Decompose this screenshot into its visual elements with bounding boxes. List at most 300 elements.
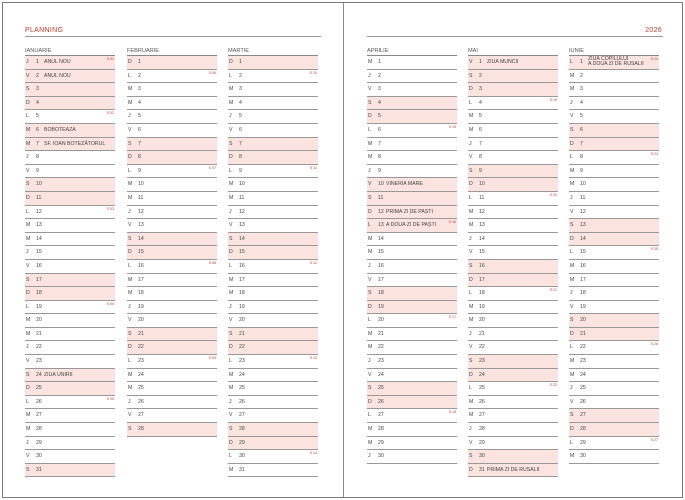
day-row[interactable]	[25, 341, 115, 355]
weekday-letter: D	[368, 303, 372, 310]
day-row[interactable]	[468, 423, 558, 437]
day-row[interactable]	[25, 396, 115, 410]
day-row[interactable]	[127, 274, 217, 288]
day-row[interactable]	[127, 382, 217, 396]
day-row[interactable]	[569, 450, 659, 464]
day-number: 10	[378, 181, 384, 188]
day-number: 16	[580, 262, 586, 269]
day-row[interactable]	[367, 382, 457, 396]
week-number: S 23	[650, 57, 658, 61]
day-row[interactable]	[468, 369, 558, 383]
day-row[interactable]	[569, 151, 659, 165]
day-row[interactable]	[367, 138, 457, 152]
day-row[interactable]	[228, 97, 318, 111]
day-number: 24	[138, 371, 144, 378]
day-number: 19	[138, 303, 144, 310]
day-row[interactable]	[228, 165, 318, 179]
day-row[interactable]	[228, 369, 318, 383]
day-number: 6	[36, 126, 39, 133]
weekday-letter: S	[26, 371, 30, 378]
day-row[interactable]	[25, 369, 115, 383]
week-number: S 03	[106, 206, 114, 211]
day-number: 20	[378, 317, 384, 324]
day-row[interactable]	[367, 192, 457, 206]
day-row[interactable]	[228, 437, 318, 451]
day-row[interactable]	[25, 287, 115, 301]
day-row[interactable]	[569, 138, 659, 152]
day-row[interactable]	[569, 97, 659, 111]
weekday-letter: M	[128, 276, 133, 283]
weekday-letter: V	[26, 72, 30, 79]
day-row[interactable]	[367, 206, 457, 220]
weekday-letter: V	[469, 344, 473, 351]
day-number: 2	[239, 72, 242, 79]
weekday-letter: J	[469, 140, 472, 147]
day-row[interactable]	[228, 423, 318, 437]
day-row[interactable]	[569, 355, 659, 369]
day-row[interactable]	[228, 233, 318, 247]
weekday-letter: S	[229, 235, 233, 242]
day-row[interactable]	[127, 423, 217, 437]
day-number: 31	[239, 466, 245, 473]
day-row[interactable]	[367, 369, 457, 383]
weekday-letter: J	[368, 262, 371, 269]
day-row[interactable]	[569, 287, 659, 301]
day-row[interactable]	[569, 382, 659, 396]
day-row[interactable]	[367, 83, 457, 97]
day-number: 13	[479, 222, 485, 229]
day-row[interactable]	[25, 260, 115, 274]
day-row[interactable]	[468, 178, 558, 192]
day-row[interactable]	[228, 110, 318, 124]
day-number: 9	[580, 167, 583, 174]
day-row[interactable]	[228, 355, 318, 369]
weekday-letter: S	[570, 317, 574, 324]
day-row[interactable]	[367, 178, 457, 192]
day-row[interactable]	[127, 355, 217, 369]
day-number: 26	[378, 398, 384, 405]
day-row[interactable]	[569, 301, 659, 315]
day-row[interactable]	[468, 301, 558, 315]
day-row[interactable]	[127, 409, 217, 423]
day-number: 14	[239, 235, 245, 242]
day-row[interactable]	[468, 382, 558, 396]
weekday-letter: S	[469, 358, 473, 365]
day-row[interactable]	[468, 56, 558, 70]
day-row[interactable]	[569, 219, 659, 233]
day-number: 8	[479, 154, 482, 161]
weekday-letter: M	[368, 344, 373, 351]
day-row[interactable]	[569, 124, 659, 138]
day-number: 29	[580, 439, 586, 446]
day-row[interactable]	[127, 56, 217, 70]
day-row[interactable]	[127, 192, 217, 206]
weekday-letter: L	[368, 412, 371, 419]
day-row[interactable]	[569, 246, 659, 260]
weekday-letter: L	[229, 72, 232, 79]
day-row[interactable]	[25, 409, 115, 423]
day-row[interactable]	[127, 206, 217, 220]
weekday-letter: V	[229, 126, 233, 133]
day-row[interactable]	[367, 110, 457, 124]
weekday-letter: S	[26, 86, 30, 93]
day-row[interactable]	[468, 151, 558, 165]
day-number: 22	[36, 344, 42, 351]
holiday-label: PRIMA ZI DE RUSALII	[487, 466, 540, 473]
day-row[interactable]	[25, 83, 115, 97]
weekday-letter: V	[128, 222, 132, 229]
weekday-letter: D	[368, 398, 372, 405]
day-row[interactable]	[367, 124, 457, 138]
day-row[interactable]	[468, 233, 558, 247]
day-row[interactable]	[569, 110, 659, 124]
day-row[interactable]	[228, 178, 318, 192]
day-row[interactable]	[25, 233, 115, 247]
weekday-letter: L	[570, 154, 573, 161]
day-row[interactable]	[228, 219, 318, 233]
weekday-letter: L	[570, 249, 573, 256]
day-number: 10	[138, 181, 144, 188]
day-number: 4	[36, 99, 39, 106]
day-row[interactable]	[228, 314, 318, 328]
day-row[interactable]	[228, 328, 318, 342]
day-row[interactable]	[367, 56, 457, 70]
day-row[interactable]	[228, 192, 318, 206]
day-number: 24	[36, 371, 42, 378]
day-row[interactable]	[569, 369, 659, 383]
day-row[interactable]	[468, 396, 558, 410]
week-number: S 06	[208, 70, 216, 75]
day-row[interactable]	[127, 301, 217, 315]
holiday-label: ANUL NOU	[44, 72, 71, 79]
day-row[interactable]	[569, 56, 659, 70]
weekday-letter: S	[570, 126, 574, 133]
day-row[interactable]	[25, 301, 115, 315]
day-number: 28	[239, 426, 245, 433]
day-number: 1	[36, 59, 39, 65]
day-row[interactable]	[228, 382, 318, 396]
day-row[interactable]	[25, 178, 115, 192]
day-row[interactable]	[25, 246, 115, 260]
week-number: S 12	[309, 260, 317, 265]
day-row[interactable]	[127, 396, 217, 410]
weekday-letter: M	[128, 194, 133, 201]
day-row[interactable]	[367, 341, 457, 355]
day-row[interactable]	[468, 260, 558, 274]
weekday-letter: L	[570, 439, 573, 446]
weekday-letter: L	[26, 398, 29, 405]
week-number: S 11	[309, 165, 317, 170]
day-row[interactable]	[367, 70, 457, 84]
day-number: 22	[378, 344, 384, 351]
day-row[interactable]	[228, 409, 318, 423]
day-row[interactable]	[228, 151, 318, 165]
weekday-letter: J	[229, 303, 232, 310]
day-row[interactable]	[228, 124, 318, 138]
day-row[interactable]	[468, 314, 558, 328]
weekday-letter: D	[26, 99, 30, 106]
day-row[interactable]	[367, 450, 457, 464]
day-row[interactable]	[468, 124, 558, 138]
day-number: 15	[239, 249, 245, 256]
day-row[interactable]	[569, 274, 659, 288]
weekday-letter: D	[469, 181, 473, 188]
day-row[interactable]	[468, 355, 558, 369]
day-row[interactable]	[25, 110, 115, 124]
day-row[interactable]	[569, 423, 659, 437]
day-row[interactable]	[127, 178, 217, 192]
day-row[interactable]	[367, 219, 457, 233]
day-number: 28	[479, 426, 485, 433]
holiday-label: PRIMA ZI DE PAȘTI	[386, 208, 433, 215]
day-row[interactable]	[367, 396, 457, 410]
weekday-letter: J	[26, 59, 29, 65]
day-number: 12	[239, 208, 245, 215]
day-row[interactable]	[367, 301, 457, 315]
day-number: 28	[36, 426, 42, 433]
day-row[interactable]	[228, 274, 318, 288]
day-row[interactable]	[569, 314, 659, 328]
day-row[interactable]	[127, 124, 217, 138]
weekday-letter: D	[229, 439, 233, 446]
day-row[interactable]	[25, 464, 115, 478]
day-number: 9	[36, 167, 39, 174]
day-row[interactable]	[468, 192, 558, 206]
day-row[interactable]	[367, 274, 457, 288]
weekday-letter: V	[469, 439, 473, 446]
day-row[interactable]	[127, 246, 217, 260]
day-row[interactable]	[468, 274, 558, 288]
day-number: 23	[479, 358, 485, 365]
day-row[interactable]	[25, 314, 115, 328]
weekday-letter: D	[128, 249, 132, 256]
day-number: 21	[378, 330, 384, 337]
day-row[interactable]	[569, 192, 659, 206]
day-number: 15	[36, 249, 42, 256]
day-row[interactable]	[25, 138, 115, 152]
day-row[interactable]	[569, 83, 659, 97]
day-row[interactable]	[468, 138, 558, 152]
day-row[interactable]	[367, 233, 457, 247]
day-row[interactable]	[228, 70, 318, 84]
day-row[interactable]	[367, 97, 457, 111]
day-row[interactable]	[367, 409, 457, 423]
day-row[interactable]	[569, 233, 659, 247]
day-row[interactable]	[127, 165, 217, 179]
day-row[interactable]	[127, 151, 217, 165]
day-number: 29	[36, 439, 42, 446]
weekday-letter: M	[128, 99, 133, 106]
day-number: 13	[378, 222, 384, 229]
day-row[interactable]	[127, 83, 217, 97]
day-row[interactable]	[228, 450, 318, 464]
day-row[interactable]	[25, 219, 115, 233]
weekday-letter: M	[26, 126, 31, 133]
day-row[interactable]	[25, 70, 115, 84]
day-row[interactable]	[367, 165, 457, 179]
day-row[interactable]	[468, 206, 558, 220]
day-number: 9	[378, 167, 381, 174]
day-number: 17	[479, 276, 485, 283]
day-row[interactable]	[25, 165, 115, 179]
day-number: 17	[580, 276, 586, 283]
day-number: 4	[378, 99, 381, 106]
weekday-letter: M	[469, 412, 474, 419]
weekday-letter: M	[128, 371, 133, 378]
day-row[interactable]	[25, 97, 115, 111]
day-row[interactable]	[367, 260, 457, 274]
day-row[interactable]	[468, 70, 558, 84]
day-row[interactable]	[367, 437, 457, 451]
day-row[interactable]	[569, 328, 659, 342]
day-row[interactable]	[569, 437, 659, 451]
day-row[interactable]	[367, 423, 457, 437]
weekday-letter: M	[26, 426, 31, 433]
day-number: 30	[580, 453, 586, 460]
day-row[interactable]	[228, 287, 318, 301]
day-number: 17	[239, 276, 245, 283]
weekday-letter: S	[229, 330, 233, 337]
day-row[interactable]	[127, 328, 217, 342]
weekday-letter: S	[26, 181, 30, 188]
day-row[interactable]	[367, 314, 457, 328]
day-number: 21	[239, 330, 245, 337]
day-row[interactable]	[25, 382, 115, 396]
day-number: 1	[580, 59, 583, 65]
weekday-letter: D	[128, 344, 132, 351]
day-row[interactable]	[25, 423, 115, 437]
weekday-letter: M	[368, 235, 373, 242]
day-row[interactable]	[228, 83, 318, 97]
day-row[interactable]	[228, 56, 318, 70]
day-row[interactable]	[228, 396, 318, 410]
day-number: 21	[580, 330, 586, 337]
week-number: S 25	[650, 247, 658, 252]
day-row[interactable]	[468, 328, 558, 342]
day-row[interactable]	[367, 151, 457, 165]
day-row[interactable]	[468, 246, 558, 260]
day-row[interactable]	[569, 260, 659, 274]
day-number: 15	[479, 249, 485, 256]
day-row[interactable]	[367, 355, 457, 369]
day-row[interactable]	[228, 341, 318, 355]
day-row[interactable]	[127, 341, 217, 355]
day-row[interactable]	[127, 233, 217, 247]
day-row[interactable]	[25, 355, 115, 369]
day-number: 29	[378, 439, 384, 446]
day-row[interactable]	[25, 192, 115, 206]
day-row[interactable]	[25, 450, 115, 464]
day-row[interactable]	[228, 246, 318, 260]
day-number: 13	[138, 222, 144, 229]
day-number: 20	[239, 317, 245, 324]
week-number: S 02	[106, 111, 114, 116]
day-row[interactable]	[569, 396, 659, 410]
day-number: 1	[138, 59, 141, 65]
holiday-label: VINERIA MARE	[386, 181, 423, 188]
day-row[interactable]	[468, 287, 558, 301]
day-row[interactable]	[25, 437, 115, 451]
weekday-letter: S	[368, 290, 372, 297]
day-row[interactable]	[569, 70, 659, 84]
day-number: 28	[378, 426, 384, 433]
weekday-letter: J	[570, 194, 573, 201]
day-row[interactable]	[127, 287, 217, 301]
day-row[interactable]	[25, 124, 115, 138]
day-row[interactable]	[228, 206, 318, 220]
weekday-letter: M	[570, 86, 575, 93]
day-row[interactable]	[127, 110, 217, 124]
day-row[interactable]	[569, 206, 659, 220]
day-row[interactable]	[228, 138, 318, 152]
day-row[interactable]	[127, 70, 217, 84]
day-row[interactable]	[367, 328, 457, 342]
day-number: 5	[36, 113, 39, 120]
day-number: 15	[378, 249, 384, 256]
day-row[interactable]	[127, 314, 217, 328]
day-row[interactable]	[468, 97, 558, 111]
weekday-letter: V	[469, 154, 473, 161]
day-row[interactable]	[569, 409, 659, 423]
day-number: 1	[479, 59, 482, 65]
day-row[interactable]	[25, 206, 115, 220]
day-row[interactable]	[127, 369, 217, 383]
day-number: 2	[378, 72, 381, 79]
month-name: APRILIE	[367, 47, 457, 56]
day-row[interactable]	[127, 138, 217, 152]
day-number: 8	[239, 154, 242, 161]
day-number: 2	[36, 72, 39, 79]
day-row[interactable]	[25, 328, 115, 342]
day-row[interactable]	[25, 274, 115, 288]
day-row[interactable]	[468, 83, 558, 97]
weekday-letter: D	[469, 86, 473, 93]
day-row[interactable]	[468, 450, 558, 464]
day-row[interactable]	[569, 341, 659, 355]
day-row[interactable]	[468, 341, 558, 355]
day-row[interactable]	[127, 260, 217, 274]
day-row[interactable]	[468, 409, 558, 423]
weekday-letter: L	[128, 72, 131, 79]
day-number: 4	[138, 99, 141, 106]
day-row[interactable]	[468, 437, 558, 451]
day-row[interactable]	[228, 464, 318, 478]
day-row[interactable]	[228, 301, 318, 315]
day-row[interactable]	[367, 246, 457, 260]
day-number: 8	[580, 154, 583, 161]
day-number: 21	[479, 330, 485, 337]
day-row[interactable]	[468, 110, 558, 124]
day-row[interactable]	[367, 287, 457, 301]
day-row[interactable]	[127, 219, 217, 233]
day-row[interactable]	[468, 464, 558, 478]
weekday-letter: D	[26, 194, 30, 201]
day-number: 3	[239, 86, 242, 93]
day-row[interactable]	[468, 165, 558, 179]
day-row[interactable]	[468, 219, 558, 233]
weekday-letter: S	[469, 453, 473, 460]
weekday-letter: M	[368, 249, 373, 256]
day-row[interactable]	[25, 151, 115, 165]
day-row[interactable]	[127, 97, 217, 111]
day-row[interactable]	[569, 178, 659, 192]
day-row[interactable]	[569, 165, 659, 179]
weekday-letter: L	[570, 59, 573, 65]
day-number: 4	[239, 99, 242, 106]
day-row[interactable]	[25, 56, 115, 70]
weekday-letter: M	[229, 194, 234, 201]
day-row[interactable]	[228, 260, 318, 274]
